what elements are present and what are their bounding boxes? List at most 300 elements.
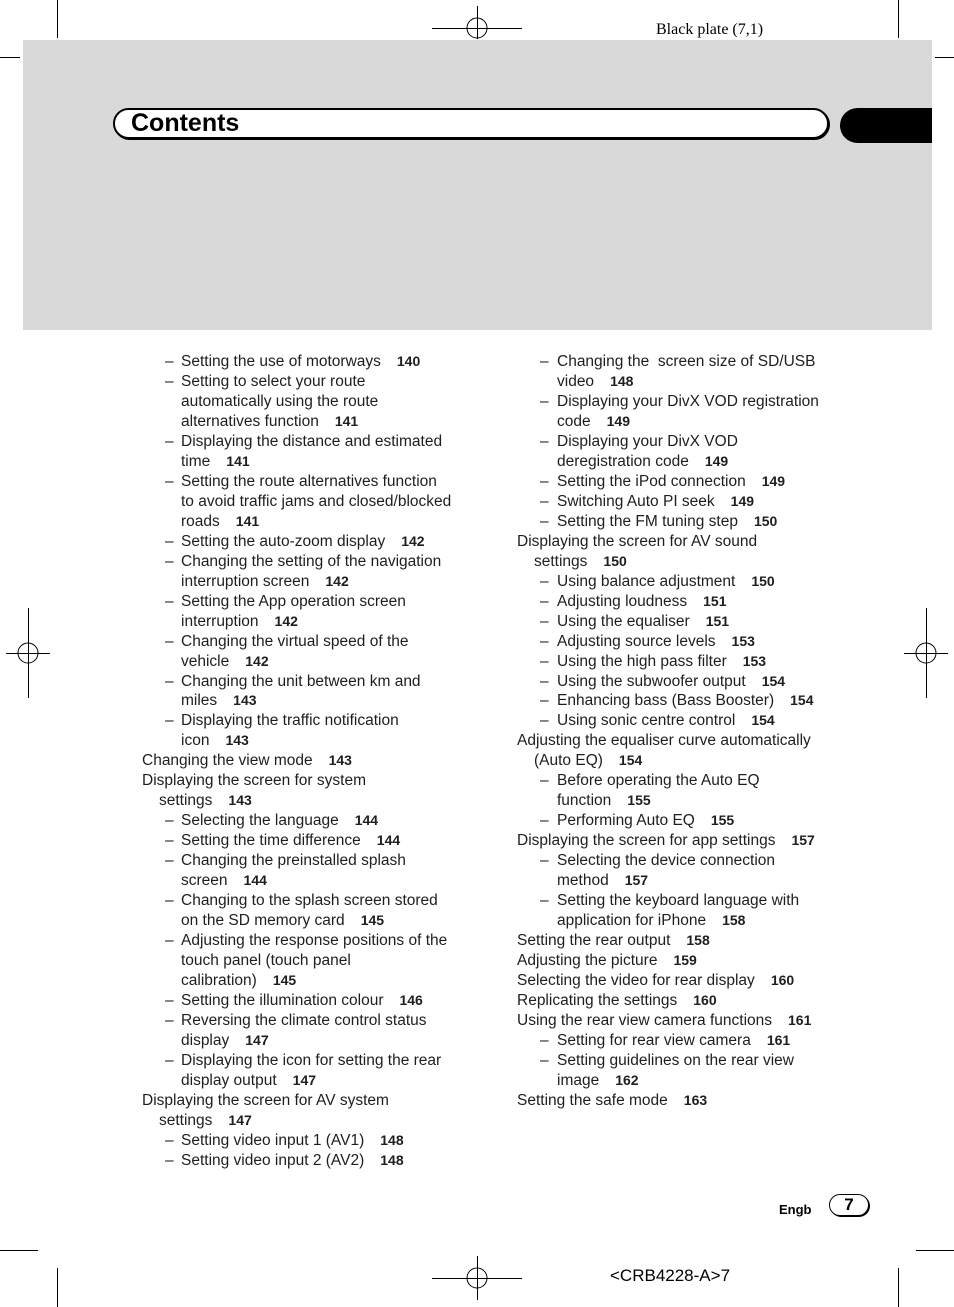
toc-page-number: 147 [245,1031,269,1048]
toc-dash-marker: – [540,632,549,650]
toc-subsection-entry [142,1131,451,1151]
toc-page-number: 161 [766,1031,791,1048]
toc-entry-text: Adjusting the response positions of the [181,932,448,950]
toc-entry-line [517,831,819,851]
toc-entry-line [142,412,451,432]
toc-subsection-entry [517,1031,819,1051]
toc-entry-line [142,931,451,951]
toc-entry-line [142,572,451,592]
toc-entry-text: Displaying the icon for setting the rear [181,1051,442,1069]
toc-section-entry [517,532,819,572]
toc-entry-text: display [181,1031,230,1049]
toc-page-number: 148 [380,1131,404,1148]
toc-entry-text: Setting the iPod connection [557,472,746,490]
toc-entry-line [517,731,819,751]
toc-entry-text: Before operating the Auto EQ [557,772,760,790]
toc-entry-text: display output [181,1071,277,1089]
plate-label: Black plate (7,1) [656,21,764,38]
toc-entry-text: alternatives function [181,412,319,430]
toc-entry-line [517,711,819,731]
toc-entry-text: Switching Auto PI seek [557,492,715,510]
toc-section-entry [517,991,819,1011]
toc-subsection-entry [142,532,451,552]
toc-entry-line [142,951,451,971]
toc-dash-marker: – [540,1031,549,1049]
toc-entry-text: method [557,872,609,890]
toc-dash-marker: – [165,632,174,650]
toc-subsection-entry [142,991,451,1011]
toc-entry-line [142,771,451,791]
toc-entry-text: image [557,1071,600,1089]
toc-dash-marker: – [540,1051,549,1069]
toc-entry-text: video [557,372,595,390]
toc-entry-text: vehicle [181,652,230,670]
toc-dash-marker: – [540,432,549,450]
toc-entry-line [142,911,451,931]
toc-entry-text: settings [159,792,213,810]
toc-entry-line [517,652,819,672]
toc-entry-line [517,372,819,392]
toc-entry-text: Using balance adjustment [557,572,736,590]
page-title: Contents [131,109,240,137]
toc-entry-line [517,452,819,472]
toc-entry-text: Setting the use of motorways [181,353,381,370]
toc-entry-text: Using the rear view camera functions [517,1011,773,1029]
toc-entry-text: application for iPhone [557,912,707,930]
toc-page-number: 150 [753,512,778,529]
toc-entry-line [517,811,819,831]
toc-page-number: 150 [603,552,627,569]
toc-page-number: 161 [788,1011,812,1028]
toc-entry-text: Displaying the distance and estimated [181,432,443,450]
toc-page-number: 153 [742,652,767,669]
toc-entry-text: Setting video input 1 (AV1) [181,1131,365,1149]
toc-section-entry [517,831,819,851]
toc-section-entry [517,1011,819,1031]
toc-entry-line [142,791,451,811]
toc-entry-line [142,1031,451,1051]
toc-page-number: 154 [761,672,786,689]
toc-entry-line [517,931,819,951]
toc-page-number: 154 [751,712,775,729]
toc-entry-text: miles [181,692,218,710]
toc-entry-line [142,672,451,692]
toc-section-entry [517,951,819,971]
page-number-badge [829,1194,869,1216]
toc-entry-line [142,1111,451,1131]
toc-entry-line [517,1051,819,1071]
toc-entry-line [142,592,451,612]
toc-entry-text: automatically using the route [181,392,379,410]
toc-entry-text: Adjusting the picture [517,952,658,970]
toc-page-number: 145 [360,912,385,929]
toc-entry-text: Setting for rear view camera [557,1031,751,1049]
toc-dash-marker: – [165,932,174,950]
toc-page-number: 157 [791,832,815,849]
toc-entry-line [517,352,819,372]
toc-page-number: 147 [292,1071,317,1088]
toc-entry-text: Adjusting the equaliser curve automatically [517,732,811,750]
language-code: Engb [779,1202,812,1217]
toc-page-number: 158 [686,932,710,949]
toc-entry-line [142,831,451,851]
toc-entry-line [142,891,451,911]
toc-page-number: 146 [399,992,423,1008]
toc-page-number: 142 [245,652,269,669]
toc-subsection-entry [142,1151,451,1171]
toc-entry-line [517,751,819,771]
toc-page-number: 143 [228,792,252,809]
toc-subsection-entry [142,672,451,712]
toc-subsection-entry [142,352,451,372]
toc-entry-line [142,731,451,751]
toc-entry-text: Setting guidelines on the rear view [557,1051,794,1069]
toc-entry-line [517,492,819,512]
toc-entry-line [517,911,819,931]
toc-entry-text: Changing to the splash screen stored [181,892,438,910]
toc-page-number: 159 [673,952,697,969]
toc-dash-marker: – [165,1051,174,1069]
registration-mark-bottom [432,1256,522,1300]
toc-entry-line [142,472,451,492]
toc-subsection-entry [517,492,819,512]
toc-entry-line [142,452,451,472]
toc-page-number: 158 [722,912,746,929]
toc-entry-text: icon [181,732,210,750]
toc-entry-text: on the SD memory card [181,912,345,930]
toc-dash-marker: – [165,892,174,910]
toc-entry-text: Replicating the settings [517,992,678,1009]
toc-dash-marker: – [165,812,174,830]
toc-page-number: 148 [610,372,634,389]
toc-page-number: 141 [235,512,260,529]
toc-subsection-entry [142,592,451,632]
toc-entry-line [517,432,819,452]
toc-page-number: 154 [790,692,814,709]
toc-entry-text: Setting the illumination colour [181,992,384,1009]
toc-subsection-entry [517,1051,819,1091]
toc-dash-marker: – [540,812,549,830]
toc-dash-marker: – [540,692,549,710]
toc-page-number: 142 [325,572,349,589]
toc-entry-line [142,372,451,392]
toc-dash-marker: – [540,612,549,630]
toc-entry-line [517,771,819,791]
toc-page-number: 144 [243,872,267,889]
toc-page-number: 151 [705,612,730,629]
toc-dash-marker: – [165,372,174,390]
toc-subsection-entry [142,372,451,432]
toc-subsection-entry [142,632,451,672]
page-number: 7 [844,1195,854,1214]
toc-subsection-entry [517,771,819,811]
toc-entry-line [517,592,819,612]
toc-entry-line [517,552,819,572]
toc-page-number: 148 [380,1151,404,1168]
toc-entry-text: deregistration code [557,452,689,470]
toc-entry-text: touch panel (touch panel [181,952,351,970]
toc-subsection-entry [142,1011,451,1051]
registration-mark-right [904,608,948,698]
toc-page-number: 160 [693,992,717,1008]
toc-subsection-entry [142,831,451,851]
toc-entry-text: Displaying your DivX VOD registration [557,392,819,410]
toc-subsection-entry [517,512,819,532]
toc-entry-text: Adjusting loudness [557,592,688,610]
toc-entry-text: Displaying your DivX VOD [557,432,738,450]
toc-page-number: 141 [226,452,250,469]
toc-entry-line [517,672,819,692]
toc-subsection-entry [517,592,819,612]
toc-entry-text: Changing the view mode [142,752,313,770]
toc-entry-text: Enhancing bass (Bass Booster) [557,692,775,710]
toc-dash-marker: – [540,592,549,610]
toc-page-number: 144 [354,812,379,829]
toc-entry-text: Setting the FM tuning step [557,512,738,530]
toc-subsection-entry [142,931,451,991]
toc-dash-marker: – [540,852,549,870]
registration-mark-left [6,608,50,698]
toc-page-number: 151 [703,592,727,609]
toc-entry-text: Setting the auto-zoom display [181,532,386,550]
toc-page-number: 160 [770,972,795,989]
toc-entry-line [517,951,819,971]
toc-page-number: 143 [233,692,257,709]
toc-entry-text: interruption [181,612,259,630]
toc-entry-text: Using the high pass filter [557,652,727,670]
toc-entry-line [142,991,451,1011]
toc-subsection-entry [517,672,819,692]
toc-entry-line [517,612,819,632]
toc-dash-marker: – [165,552,174,570]
toc-entry-text: screen [181,872,228,890]
toc-subsection-entry [517,851,819,891]
toc-entry-line [142,1071,451,1091]
toc-entry-text: Performing Auto EQ [557,812,695,830]
document-code: <CRB4228-A>7 [610,1266,731,1285]
toc-entry-text: Setting the route alternatives function [181,472,437,490]
toc-entry-line [517,1091,819,1111]
registration-mark-top [432,6,522,39]
toc-dash-marker: – [165,592,174,610]
toc-entry-text: Displaying the screen for app settings [517,832,776,850]
toc-entry-text: Using sonic centre control [557,712,736,730]
toc-dash-marker: – [165,472,174,490]
toc-page-number: 143 [225,732,249,749]
toc-entry-line [142,552,451,572]
toc-entry-text: Reversing the climate control status [181,1011,427,1029]
toc-dash-marker: – [165,712,174,730]
toc-entry-text: Setting to select your route [181,372,366,390]
toc-dash-marker: – [540,572,549,590]
toc-dash-marker: – [540,772,549,790]
toc-entry-line [142,512,451,532]
toc-subsection-entry [517,572,819,592]
toc-entry-text: function [557,792,612,810]
toc-entry-text: Setting the rear output [517,932,671,950]
toc-page-number: 155 [710,812,735,829]
toc-dash-marker: – [540,672,549,690]
toc-entry-text: Selecting the language [181,812,339,830]
toc-entry-line [142,1151,451,1171]
toc-entry-line [142,432,451,452]
toc-subsection-entry [517,891,819,931]
section-tab [840,108,932,143]
toc-page-number: 155 [627,792,651,809]
crop-mark-bottom-left [0,1251,58,1307]
toc-dash-marker: – [540,392,549,410]
toc-subsection-entry [517,392,819,432]
toc-dash-marker: – [540,353,549,370]
toc-entry-line [517,512,819,532]
toc-column-left [142,352,451,1171]
toc-entry-line [142,811,451,831]
toc-entry-text: interruption screen [181,572,310,590]
toc-page-number: 157 [624,872,649,889]
toc-section-entry [517,731,819,771]
toc-subsection-entry [142,711,451,751]
toc-section-entry [517,931,819,951]
toc-entry-text: settings [534,552,588,570]
toc-page-number: 142 [274,612,298,629]
toc-entry-line [142,392,451,412]
toc-entry-line [142,1011,451,1031]
toc-entry-line [517,532,819,552]
toc-section-entry [517,971,819,991]
toc-page-number: 154 [618,752,643,769]
toc-page-number: 149 [761,472,786,489]
toc-entry-line [517,791,819,811]
toc-entry-line [517,392,819,412]
toc-entry-line [517,991,819,1011]
toc-entry-text: Selecting the device connection [557,852,776,870]
toc-dash-marker: – [165,832,174,850]
toc-dash-marker: – [165,992,174,1009]
toc-entry-line [517,1031,819,1051]
toc-page-number: 163 [683,1091,708,1108]
toc-entry-text: Changing the screen size of SD/USB [557,353,816,370]
toc-subsection-entry [517,472,819,492]
toc-entry-text: Changing the virtual speed of the [181,632,409,650]
toc-subsection-entry [142,472,451,532]
toc-subsection-entry [142,1051,451,1091]
toc-dash-marker: – [540,492,549,510]
toc-entry-line [142,1051,451,1071]
crop-mark-bottom-right [899,1251,954,1307]
toc-page-number: 144 [376,832,401,849]
toc-entry-text: (Auto EQ) [534,752,603,770]
toc-dash-marker: – [540,712,549,730]
toc-entry-line [142,971,451,991]
toc-subsection-entry [517,632,819,652]
toc-dash-marker: – [165,852,174,870]
toc-subsection-entry [142,811,451,831]
toc-entry-line [517,971,819,991]
toc-entry-text: Displaying the screen for AV system [142,1091,389,1109]
toc-entry-line [142,492,451,512]
toc-entry-line [142,632,451,652]
toc-page-number: 147 [228,1111,252,1128]
toc-subsection-entry [517,432,819,472]
toc-dash-marker: – [165,1151,174,1169]
toc-entry-line [517,632,819,652]
toc-subsection-entry [517,652,819,672]
toc-column-right [517,352,819,1111]
toc-section-entry [142,771,451,811]
toc-section-entry [517,1091,819,1111]
toc-entry-line [142,612,451,632]
toc-entry-text: Setting the safe mode [517,1091,668,1109]
toc-entry-text: Displaying the screen for system [142,772,366,790]
toc-entry-text: Adjusting source levels [557,632,716,650]
toc-entry-line [142,751,451,771]
toc-dash-marker: – [540,472,549,490]
toc-subsection-entry [517,612,819,632]
toc-entry-line [517,412,819,432]
toc-entry-text: Changing the unit between km and [181,672,421,690]
toc-subsection-entry [517,711,819,731]
toc-section-entry [142,1091,451,1131]
toc-entry-line [517,851,819,871]
toc-page-number: 145 [272,972,297,989]
toc-entry-text: to avoid traffic jams and closed/blocked [181,492,452,510]
toc-entry-text: Displaying the screen for AV sound [517,532,758,550]
toc-entry-text: code [557,412,591,430]
toc-page-number: 153 [731,632,755,649]
toc-entry-line [142,1131,451,1151]
toc-entry-text: Changing the setting of the navigation [181,552,442,570]
toc-entry-line [517,1011,819,1031]
toc-subsection-entry [142,891,451,931]
toc-page-number: 162 [615,1071,639,1088]
toc-entry-text: Changing the preinstalled splash [181,852,406,870]
toc-entry-text: Using the subwoofer output [557,672,746,690]
toc-entry-text: settings [159,1111,213,1129]
toc-entry-line [142,711,451,731]
toc-page-number: 141 [334,412,359,429]
toc-dash-marker: – [540,512,549,530]
toc-entry-text: time [181,452,211,470]
toc-entry-text: Setting the App operation screen [181,592,406,610]
toc-entry-line [517,1071,819,1091]
toc-page-number: 149 [730,492,755,509]
toc-page-number: 142 [401,532,425,549]
toc-entry-text: Setting the time difference [181,832,361,850]
toc-subsection-entry [142,432,451,472]
toc-subsection-entry [517,691,819,711]
toc-entry-text: Setting the keyboard language with [557,892,800,910]
toc-entry-text: Setting video input 2 (AV2) [181,1151,365,1169]
toc-page-number: 149 [704,452,729,469]
toc-entry-text: Displaying the traffic notification [181,712,399,730]
title-bar [113,108,829,139]
toc-entry-line [142,851,451,871]
toc-page-number: 143 [328,752,352,769]
toc-entry-line [142,1091,451,1111]
toc-entry-line [517,472,819,492]
toc-entry-line [517,572,819,592]
toc-entry-text: roads [181,512,220,530]
toc-section-entry [142,751,451,771]
toc-dash-marker: – [165,1011,174,1029]
toc-entry-line [142,691,451,711]
toc-subsection-entry [517,811,819,831]
toc-dash-marker: – [540,652,549,670]
toc-dash-marker: – [165,353,174,370]
toc-entry-line [142,871,451,891]
toc-subsection-entry [142,851,451,891]
toc-subsection-entry [517,352,819,392]
